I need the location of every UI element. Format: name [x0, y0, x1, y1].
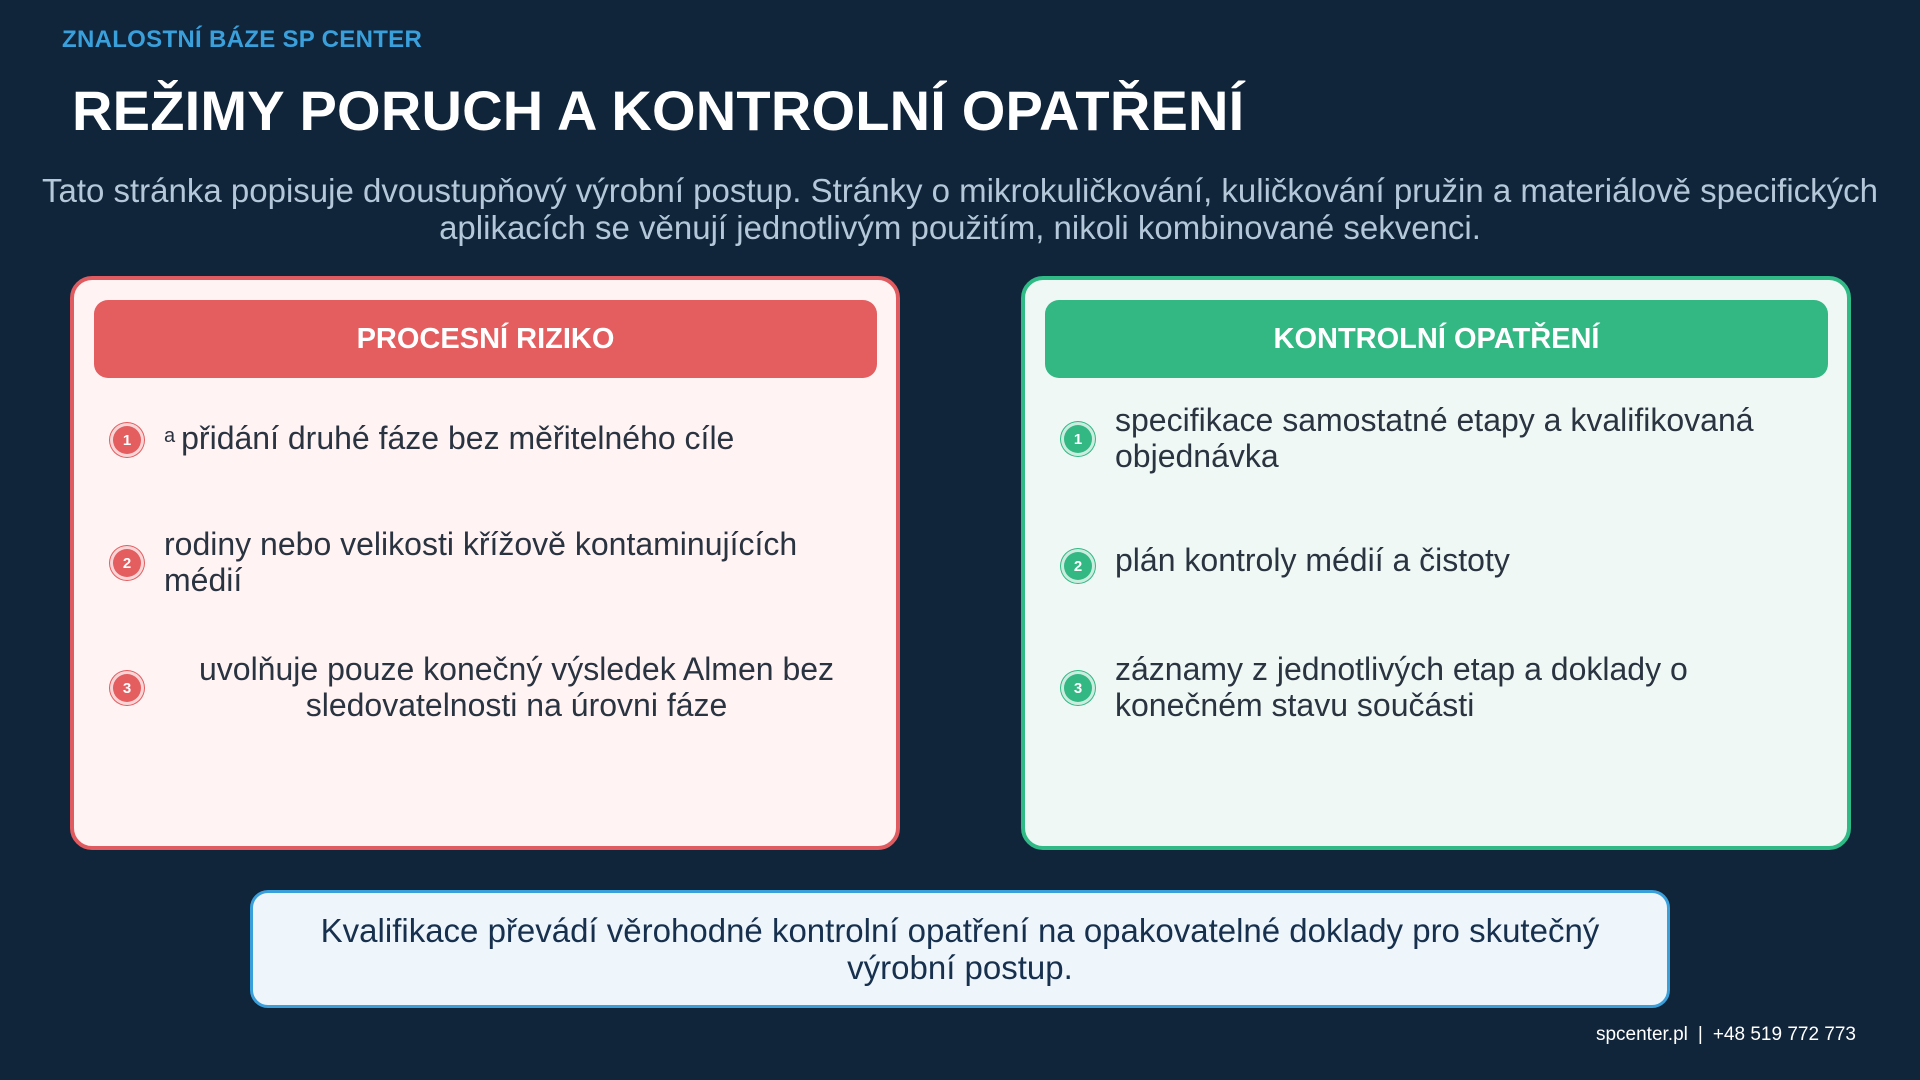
- control-item-text: specifikace samostatné etapy a kvalifikovaná objednávka: [1115, 402, 1754, 474]
- callout-text: Kvalifikace převádí věrohodné kontrolní opatření na opakovatelné doklady pro skutečný výrobní postup.: [320, 912, 1600, 986]
- control-panel: [1021, 276, 1851, 850]
- control-item-text: plán kontroly médií a čistoty: [1115, 542, 1510, 578]
- number-badge: 3: [110, 671, 144, 705]
- page-subtitle: Tato stránka popisuje dvoustupňový výrobní postup. Stránky o mikrokuličkování, kuličkování pružin a materiálově specifických aplikacích se věnují jednotlivým použitím, nikoli kombinované sekvenci.: [41, 172, 1879, 246]
- control-panel-heading: KONTROLNÍ OPATŘENÍ: [1045, 300, 1828, 378]
- risk-panel: [70, 276, 900, 850]
- risk-item: [110, 651, 870, 723]
- control-item: [1061, 651, 1821, 723]
- risk-item-prefix: a: [164, 425, 176, 447]
- footer-website[interactable]: spcenter.pl: [1595, 1024, 1688, 1045]
- risk-item-text: [164, 420, 869, 456]
- risk-item-text: rodiny nebo velikosti křížově kontaminujících médií: [164, 526, 798, 598]
- callout-box: [250, 890, 1670, 1008]
- footer: [1596, 1024, 1856, 1046]
- control-item: [1061, 402, 1821, 474]
- risk-item: [110, 420, 870, 460]
- control-item-text: záznamy z jednotlivých etap a doklady o konečném stavu součásti: [1115, 651, 1688, 723]
- control-item: [1061, 542, 1821, 582]
- risk-item-text: uvolňuje pouze konečný výsledek Almen bez sledovatelnosti na úrovni fáze: [198, 651, 835, 723]
- risk-panel-heading: PROCESNÍ RIZIKO: [94, 300, 877, 378]
- kicker: ZNALOSTNÍ BÁZE SP CENTER: [62, 26, 423, 53]
- risk-item: [110, 526, 870, 598]
- page-title: REŽIMY PORUCH A KONTROLNÍ OPATŘENÍ: [72, 79, 1245, 142]
- number-badge: 1: [110, 423, 144, 457]
- number-badge: 2: [1061, 549, 1095, 583]
- footer-phone[interactable]: +48 519 772 773: [1712, 1024, 1856, 1045]
- number-badge: 3: [1061, 671, 1095, 705]
- number-badge: 2: [110, 546, 144, 580]
- risk-item-label: přidání druhé fáze bez měřitelného cíle: [181, 420, 735, 456]
- footer-separator: |: [1697, 1024, 1703, 1045]
- number-badge: 1: [1061, 422, 1095, 456]
